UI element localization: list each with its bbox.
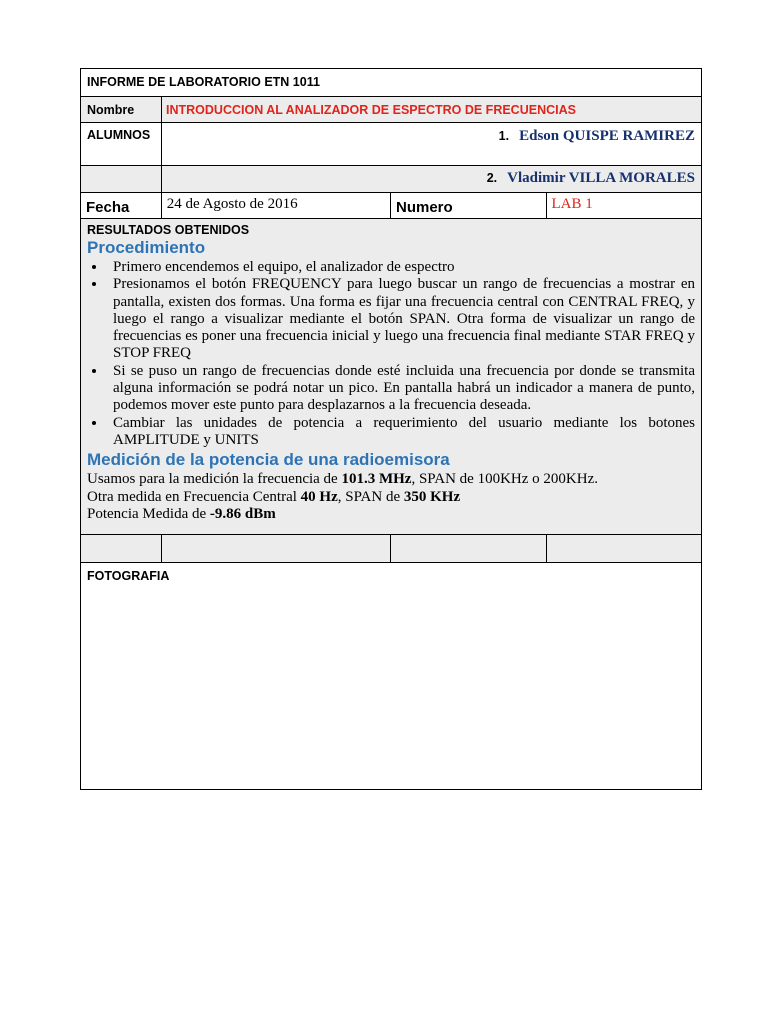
steps-list	[87, 259, 695, 449]
blank-cell	[81, 535, 161, 562]
fotografia-row	[81, 562, 701, 789]
report-header: INFORME DE LABORATORIO ETN 1011	[87, 75, 320, 89]
measurement-2-frequency: 40 Hz	[300, 488, 338, 505]
measurement-2-span: 350 KHz	[403, 488, 461, 505]
blank-cell	[161, 535, 390, 562]
empty-row	[81, 534, 701, 562]
resultados-label: RESULTADOS OBTENIDOS	[87, 223, 250, 237]
nombre-value: INTRODUCCION AL ANALIZADOR DE ESPECTRO DE FRECUENCIAS	[161, 97, 701, 122]
alumnos-label: ALUMNOS	[87, 128, 151, 142]
alumnos-row	[81, 122, 701, 165]
measurement-2-text: Otra medida en Frecuencia Central	[87, 488, 301, 505]
blank-cell	[546, 535, 702, 562]
medicion-heading: Medición de la potencia de una radioemisora	[87, 450, 450, 470]
student-2	[161, 166, 701, 192]
step-item: • Primero encendemos el equipo, el analizador de espectro	[107, 259, 695, 276]
measurement-1-frequency: 101.3 MHz	[341, 471, 412, 488]
report-header-row	[81, 69, 701, 96]
measurement-line-3	[87, 506, 695, 523]
fecha-row	[81, 192, 701, 218]
results-row	[81, 218, 701, 534]
student-1-name: Edson QUISPE RAMIREZ	[519, 128, 695, 144]
alumno-2-row	[81, 165, 701, 192]
numero-value: LAB 1	[546, 193, 702, 218]
measurement-line-2	[87, 489, 695, 506]
procedimiento-heading: Procedimiento	[87, 238, 206, 257]
student-2-name: Vladimir VILLA MORALES	[507, 170, 695, 186]
step-item: • Si se puso un rango de frecuencias donde esté incluida una frecuencia por donde se transmita alguna información se podrá notar un pico. En pantalla habrá un indicador a manera de punto, podemos mover este punto para desplazarnos a la frecuencia deseada.	[107, 363, 695, 415]
student-1-number: 1.	[498, 129, 510, 143]
blank-cell	[390, 535, 546, 562]
lab-report-table	[80, 68, 702, 790]
measurement-2-mid: , SPAN de	[337, 488, 404, 505]
fotografia-label: FOTOGRAFIA	[87, 569, 170, 583]
measurement-1-text: Usamos para la medición la frecuencia de	[87, 471, 342, 488]
measurement-line-1	[87, 471, 695, 488]
nombre-label: Nombre	[87, 103, 135, 117]
student-1	[161, 123, 701, 165]
blank-cell	[81, 166, 161, 192]
fecha-value: 24 de Agosto de 2016	[161, 193, 390, 218]
results-content	[81, 219, 701, 534]
nombre-row	[81, 96, 701, 122]
step-item: • Presionamos el botón FREQUENCY para luego buscar un rango de frecuencias a mostrar en pantalla, existen dos formas. Una forma es fijar una frecuencia central con CENTRAL FREQ, y luego el rango a visualizar mediante el botón SPAN. Otra forma de visualizar un rango de frecuencias es poner una frecuencia inicial y luego una frecuencia final mediante STAR FREQ y STOP FREQ	[107, 276, 695, 362]
fecha-label: Fecha	[86, 199, 130, 216]
measurement-3-text: Potencia Medida de	[87, 505, 210, 522]
step-item: • Cambiar las unidades de potencia a requerimiento del usuario mediante los botones AMPLITUDE y UNITS	[107, 415, 695, 450]
student-2-number: 2.	[486, 171, 498, 185]
numero-label: Numero	[390, 193, 546, 218]
measurement-1-span: , SPAN de 100KHz o 200KHz.	[411, 471, 598, 488]
measured-power: -9.86 dBm	[209, 505, 276, 522]
